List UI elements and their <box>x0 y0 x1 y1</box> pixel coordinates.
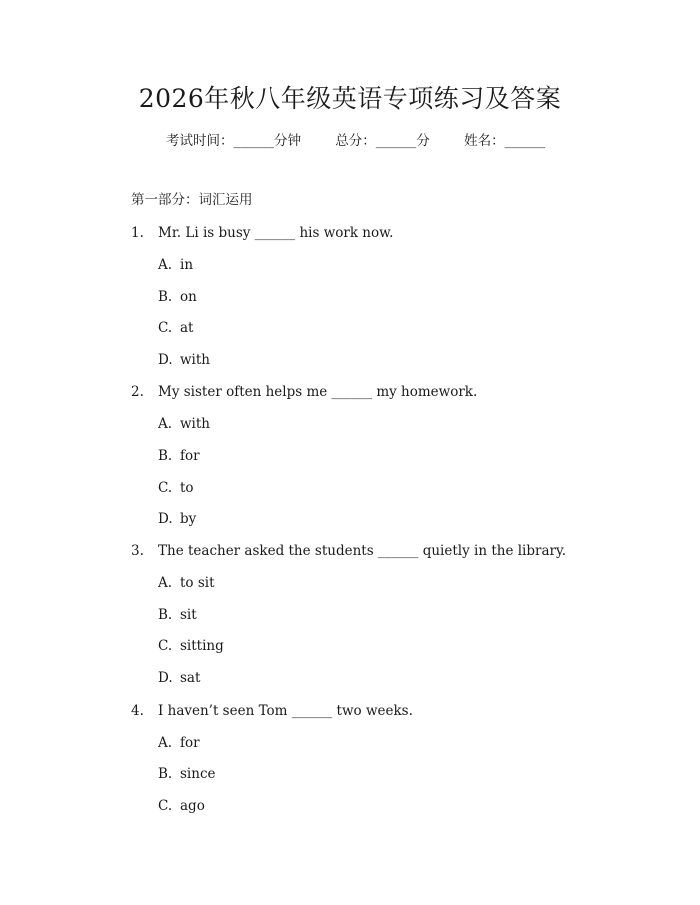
option-3-d <box>158 668 200 688</box>
question-number: 2. <box>131 384 144 400</box>
option-text: by <box>180 511 197 527</box>
option-label: A. <box>158 735 173 751</box>
option-2-b <box>158 446 200 466</box>
option-label: C. <box>158 480 173 496</box>
option-4-c <box>158 796 205 816</box>
question-text: The teacher asked the students ______ quietly in the library. <box>158 543 567 559</box>
option-text: with <box>180 352 210 368</box>
option-text: at <box>180 320 194 336</box>
question-text: Mr. Li is busy ______ his work now. <box>158 225 394 241</box>
option-text: ago <box>180 798 205 814</box>
option-2-d <box>158 509 196 529</box>
option-text: in <box>180 257 194 273</box>
option-text: sitting <box>180 638 224 654</box>
option-text: sat <box>180 670 201 686</box>
question-2 <box>131 382 477 402</box>
option-1-a <box>158 255 193 275</box>
student-name: 姓名：______ <box>464 133 546 149</box>
option-4-a <box>158 733 200 753</box>
option-label: C. <box>158 798 173 814</box>
option-text: with <box>180 416 210 432</box>
option-3-b <box>158 605 197 625</box>
option-label: D. <box>158 352 173 368</box>
option-2-a <box>158 414 210 434</box>
option-2-c <box>158 478 194 498</box>
option-label: A. <box>158 257 173 273</box>
question-4 <box>131 701 413 721</box>
option-3-a <box>158 573 215 593</box>
option-text: sit <box>180 607 197 623</box>
option-label: B. <box>158 607 173 623</box>
option-text: for <box>180 448 200 464</box>
option-label: C. <box>158 320 173 336</box>
question-3 <box>131 541 566 561</box>
option-1-d <box>158 350 210 370</box>
option-text: for <box>180 735 200 751</box>
question-1 <box>131 223 393 243</box>
option-text: to <box>180 480 194 496</box>
option-3-c <box>158 636 224 656</box>
option-label: B. <box>158 766 173 782</box>
option-label: A. <box>158 416 173 432</box>
exam-time: 考试时间：______分钟 <box>166 133 301 149</box>
question-text: My sister often helps me ______ my homework. <box>158 384 478 400</box>
page-title: 2026年秋八年级英语专项练习及答案 <box>138 84 562 113</box>
question-number: 1. <box>131 225 144 241</box>
option-label: B. <box>158 289 173 305</box>
option-label: B. <box>158 448 173 464</box>
option-text: since <box>180 766 216 782</box>
option-1-c <box>158 318 193 338</box>
section-heading: 第一部分：词汇运用 <box>131 192 253 208</box>
option-1-b <box>158 287 197 307</box>
question-number: 4. <box>131 703 144 719</box>
question-number: 3. <box>131 543 144 559</box>
exam-total-score: 总分：______分 <box>335 133 430 149</box>
option-label: D. <box>158 670 173 686</box>
option-4-b <box>158 764 216 784</box>
question-text: I haven’t seen Tom ______ two weeks. <box>158 703 413 719</box>
option-text: on <box>180 289 197 305</box>
option-label: C. <box>158 638 173 654</box>
exam-meta <box>166 131 545 151</box>
option-label: A. <box>158 575 173 591</box>
option-label: D. <box>158 511 173 527</box>
option-text: to sit <box>180 575 215 591</box>
